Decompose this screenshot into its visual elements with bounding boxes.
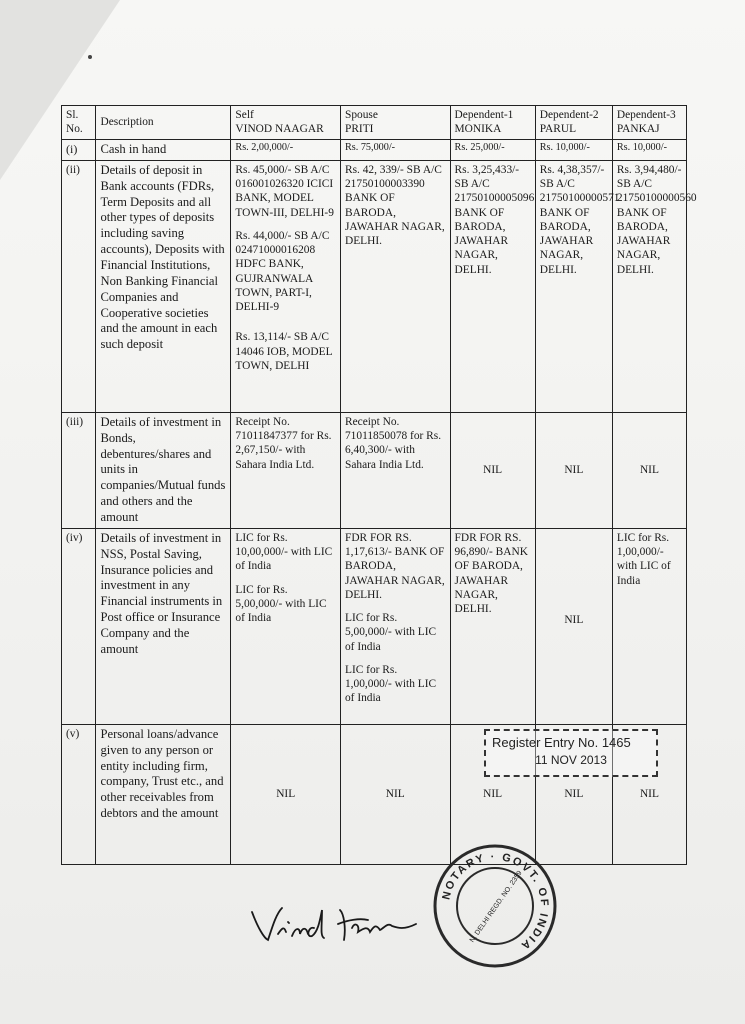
- table-row: [62, 528, 687, 724]
- row-ii-sl: (ii): [62, 160, 96, 412]
- row-ii-self-deposit-2: Rs. 44,000/- SB A/C 02471000016208 HDFC BANK, GUJRANWALA TOWN, PART-I, DELHI-9: [235, 229, 330, 314]
- row-i-dependent-2: Rs. 10,000/-: [535, 140, 612, 161]
- header-dependent-1: [450, 106, 535, 140]
- row-iii-description: Details of investment in Bonds, debentures/shares and units in companies/Mutual funds and others and the amount: [96, 412, 231, 528]
- row-i-description: Cash in hand: [96, 140, 231, 161]
- punch-mark: [88, 55, 92, 59]
- header-d1-name: MONIKA: [454, 123, 502, 136]
- header-d3-role: Dependent-3: [616, 109, 676, 121]
- row-iv-dependent-3: LIC for Rs. 1,00,000/- with LIC of India: [612, 528, 686, 724]
- header-dependent-2: [535, 106, 612, 140]
- row-i-dependent-1: Rs. 25,000/-: [450, 140, 535, 161]
- row-v-description: Personal loans/advance given to any person or entity including firm, company, Trust etc., and other receivables from debtors and the amount: [96, 724, 231, 864]
- row-iv-dependent-2: [535, 528, 612, 724]
- row-iv-spouse-fdr: FDR FOR RS. 1,17,613/- BANK OF BARODA, JAWAHAR NAGAR, DELHI.: [344, 531, 445, 601]
- header-sl: Sl. No.: [62, 106, 96, 140]
- header-d2-role: Dependent-2: [539, 109, 599, 121]
- row-iii-dependent-2: NIL: [535, 412, 612, 528]
- row-ii-spouse: Rs. 42, 339/- SB A/C 21750100003390 BANK OF BARODA, JAWAHAR NAGAR, DELHI.: [340, 160, 450, 412]
- row-iv-d2-value: NIL: [564, 613, 584, 626]
- row-iv-self-policy-2: LIC for Rs. 5,00,000/- with LIC of India: [235, 583, 327, 625]
- row-v-dependent-3: NIL: [612, 724, 686, 864]
- row-ii-self-deposit-1: Rs. 45,000/- SB A/C 016001026320 ICICI BANK, MODEL TOWN-III, DELHI-9: [235, 163, 334, 219]
- header-spouse-role: Spouse: [344, 109, 378, 121]
- notary-seal-ring-text: NOTARY · GOVT. OF INDIA: [440, 850, 551, 953]
- row-ii-dependent-3: Rs. 3,94,480/- SB A/C 21750100000560 BANK OF BARODA, JAWAHAR NAGAR, DELHI.: [612, 160, 686, 412]
- row-v-dependent-2: NIL: [535, 724, 612, 864]
- row-ii-dependent-2: Rs. 4,38,357/- SB A/C 21750100000571 BANK OF BARODA, JAWAHAR NAGAR, DELHI.: [535, 160, 612, 412]
- notary-seal: [432, 843, 558, 969]
- header-d3-name: PANKAJ: [616, 123, 660, 136]
- row-i-sl: (i): [62, 140, 96, 161]
- register-entry-date: 11 NOV 2013: [535, 753, 607, 768]
- row-v-spouse: NIL: [340, 724, 450, 864]
- row-ii-dependent-1: Rs. 3,25,433/- SB A/C 21750100005096 BANK OF BARODA, JAWAHAR NAGAR, DELHI.: [450, 160, 535, 412]
- row-ii-self: [231, 160, 341, 412]
- header-spouse-name: PRITI: [344, 123, 374, 136]
- row-i-self: Rs. 2,00,000/-: [231, 140, 341, 161]
- row-i-spouse: Rs. 75,000/-: [340, 140, 450, 161]
- header-d2-name: PARUL: [539, 123, 577, 136]
- row-v-sl: (v): [62, 724, 96, 864]
- row-iv-dependent-1: FDR FOR RS. 96,890/- BANK OF BARODA, JAWAHAR NAGAR, DELHI.: [450, 528, 535, 724]
- row-i-dependent-3: Rs. 10,000/-: [612, 140, 686, 161]
- row-ii-description: Details of deposit in Bank accounts (FDRs, Term Deposits and all other types of deposits including saving accounts), Deposits with Financial Institutions, Non Banking Financial Companies and Cooperative societies and the amount in each such deposit: [96, 160, 231, 412]
- header-spouse: [340, 106, 450, 140]
- row-iv-sl: (iv): [62, 528, 96, 724]
- row-iv-self-policy-1: LIC for Rs. 10,00,000/- with LIC of India: [235, 531, 333, 573]
- register-entry-number: Register Entry No. 1465: [492, 735, 631, 750]
- table-header-row: [62, 106, 687, 140]
- header-self-role: Self: [235, 109, 254, 121]
- row-iii-dependent-3: NIL: [612, 412, 686, 528]
- row-iii-sl: (iii): [62, 412, 96, 528]
- row-iv-spouse-policy-1: LIC for Rs. 5,00,000/- with LIC of India: [344, 612, 437, 653]
- table-row: [62, 140, 687, 161]
- header-description: [96, 106, 231, 140]
- notary-seal-center-text: N. DELHI REGD. NO. 2359: [468, 869, 524, 944]
- register-entry-stamp: [484, 729, 658, 777]
- row-iii-dependent-1: NIL: [450, 412, 535, 528]
- row-iv-self: [231, 528, 341, 724]
- header-d1-role: Dependent-1: [454, 109, 514, 121]
- row-iii-spouse: Receipt No. 71011850078 for Rs. 6,40,300/- with Sahara India Ltd.: [340, 412, 450, 528]
- header-self-name: VINOD NAAGAR: [235, 123, 324, 136]
- row-iv-spouse: [340, 528, 450, 724]
- row-v-dependent-1: NIL: [450, 724, 535, 864]
- row-ii-self-deposit-3: Rs. 13,114/- SB A/C 14046 IOB, MODEL TOWN, DELHI: [235, 331, 333, 372]
- header-description-label: Description: [100, 116, 154, 129]
- row-iii-self: Receipt No. 71011847377 for Rs. 2,67,150/- with Sahara India Ltd.: [231, 412, 341, 528]
- row-v-self: NIL: [231, 724, 341, 864]
- header-dependent-3: [612, 106, 686, 140]
- table-row: [62, 160, 687, 412]
- table-row: [62, 412, 687, 528]
- row-iv-description: Details of investment in NSS, Postal Saving, Insurance policies and investment in any Financial instruments in Post office or Insurance Company and the amount: [96, 528, 231, 724]
- header-self: [231, 106, 341, 140]
- row-iv-spouse-policy-2: LIC for Rs. 1,00,000/- with LIC of India: [344, 663, 437, 705]
- signature: [248, 898, 438, 948]
